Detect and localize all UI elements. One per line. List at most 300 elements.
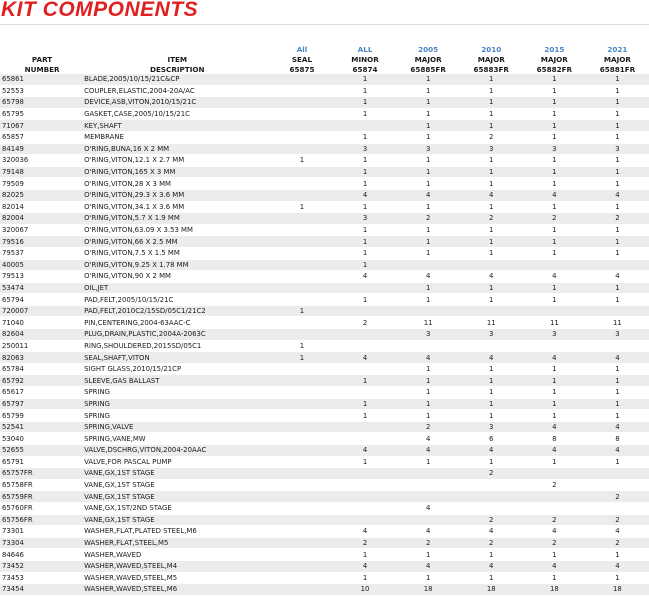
qty-2021-cell: 4 <box>586 421 649 433</box>
item-description-cell: O'RING,VITON,34.1 X 3.6 MM <box>82 201 270 213</box>
qty-minor-cell: 3 <box>334 213 397 225</box>
item-description-cell: O'RING,VITON,63.09 X 3.53 MM <box>82 224 270 236</box>
header-number: NUMBER <box>24 64 60 74</box>
item-description-cell: O'RING,BUNA,16 X 2 MM <box>82 143 270 155</box>
qty-2015-cell <box>523 468 586 480</box>
item-description-cell: WASHER,WAVED,STEEL,M4 <box>82 560 270 572</box>
qty-2010-cell <box>460 340 523 352</box>
qty-2021-cell: 1 <box>586 97 649 109</box>
table-row <box>0 526 649 538</box>
qty-2005-cell: 4 <box>397 526 460 538</box>
table-row <box>0 155 649 167</box>
qty-2015-cell: 3 <box>523 329 586 341</box>
qty-2010-cell: 1 <box>460 282 523 294</box>
item-description-cell: PLUG,DRAIN,PLASTIC,2004A-2063C <box>82 329 270 341</box>
qty-2015-cell: 1 <box>523 456 586 468</box>
qty-2005-cell: 1 <box>397 410 460 422</box>
table-row <box>0 560 649 572</box>
qty-minor-cell <box>334 305 397 317</box>
qty-2010-cell <box>460 305 523 317</box>
qty-minor-cell <box>334 329 397 341</box>
qty-2005-cell: 1 <box>397 387 460 399</box>
part-number-cell: 79148 <box>0 166 82 178</box>
table-row <box>0 375 649 387</box>
part-number-cell: 79516 <box>0 236 82 248</box>
qty-2021-cell: 4 <box>586 352 649 364</box>
qty-seal-cell: 1 <box>270 305 333 317</box>
header-cell-seal-all: All <box>296 44 308 54</box>
table-row <box>0 97 649 109</box>
qty-minor-cell: 1 <box>334 294 397 306</box>
table-row <box>0 166 649 178</box>
qty-2005-cell: 1 <box>397 572 460 584</box>
qty-2010-cell: 4 <box>460 271 523 283</box>
item-description-cell: RING,SHOULDERED,2015SD/05C1 <box>82 340 270 352</box>
item-description-cell: COUPLER,ELASTIC,2004-20A/AC <box>82 85 270 97</box>
qty-2005-cell: 18 <box>397 584 460 596</box>
part-number-cell: 73301 <box>0 526 82 538</box>
qty-2021-cell: 1 <box>586 375 649 387</box>
qty-2010-cell: 3 <box>460 143 523 155</box>
item-description-cell: VANE,GX,1ST STAGE <box>82 491 270 503</box>
qty-2005-cell: 1 <box>397 108 460 120</box>
item-description-cell: O'RING,VITON,90 X 2 MM <box>82 271 270 283</box>
item-description-cell: SEAL,SHAFT,VITON <box>82 352 270 364</box>
qty-2015-cell: 1 <box>523 224 586 236</box>
qty-2015-cell: 1 <box>523 294 586 306</box>
qty-minor-cell <box>334 340 397 352</box>
qty-2010-cell: 1 <box>460 456 523 468</box>
qty-2005-cell: 1 <box>397 155 460 167</box>
item-description-cell: O'RING,VITON,9.25 X 1.78 MM <box>82 259 270 271</box>
table-row <box>0 329 649 341</box>
table-row <box>0 491 649 503</box>
qty-seal-cell <box>270 375 333 387</box>
qty-seal-cell <box>270 502 333 514</box>
part-number-cell: 65795 <box>0 108 82 120</box>
qty-2015-cell <box>523 491 586 503</box>
qty-seal-cell <box>270 247 333 259</box>
qty-2010-cell: 2 <box>460 537 523 549</box>
qty-2021-cell: 2 <box>586 213 649 225</box>
table-row <box>0 74 649 85</box>
qty-2005-cell: 3 <box>397 143 460 155</box>
qty-2015-cell: 1 <box>523 85 586 97</box>
qty-2015-cell: 1 <box>523 282 586 294</box>
header-row-kit-numbers <box>0 64 649 74</box>
header-major-2005: MAJOR <box>414 54 442 64</box>
qty-2021-cell: 1 <box>586 387 649 399</box>
qty-seal-cell <box>270 74 333 85</box>
qty-minor-cell: 1 <box>334 456 397 468</box>
qty-minor-cell <box>334 491 397 503</box>
qty-2005-cell: 1 <box>397 120 460 132</box>
item-description-cell: O'RING,VITON,165 X 3 MM <box>82 166 270 178</box>
qty-2010-cell: 1 <box>460 363 523 375</box>
item-description-cell: VANE,GX,1ST/2ND STAGE <box>82 502 270 514</box>
qty-2005-cell: 1 <box>397 236 460 248</box>
qty-2021-cell: 2 <box>586 514 649 526</box>
item-description-cell: BLADE,2005/10/15/21C&CP <box>82 74 270 85</box>
qty-minor-cell <box>334 120 397 132</box>
qty-2021-cell: 3 <box>586 329 649 341</box>
qty-2021-cell: 1 <box>586 155 649 167</box>
qty-2015-cell: 1 <box>523 247 586 259</box>
qty-2021-cell <box>586 305 649 317</box>
qty-seal-cell <box>270 294 333 306</box>
part-number-cell: 53040 <box>0 433 82 445</box>
qty-2015-cell: 2 <box>523 213 586 225</box>
item-description-cell: WASHER,WAVED,STEEL,M5 <box>82 572 270 584</box>
qty-seal-cell <box>270 166 333 178</box>
qty-seal-cell <box>270 398 333 410</box>
table-row <box>0 398 649 410</box>
page-title: KIT COMPONENTS <box>1 0 199 21</box>
qty-2005-cell: 2 <box>397 537 460 549</box>
item-description-cell: KEY,SHAFT <box>82 120 270 132</box>
header-major-2010: MAJOR <box>477 54 505 64</box>
qty-2015-cell: 1 <box>523 387 586 399</box>
header-cell-2015: 2015 <box>544 44 565 54</box>
qty-2010-cell: 1 <box>460 387 523 399</box>
qty-2015-cell: 1 <box>523 108 586 120</box>
header-seal: SEAL <box>291 54 313 64</box>
qty-2015-cell: 2 <box>523 537 586 549</box>
qty-2005-cell: 1 <box>397 398 460 410</box>
header-description: DESCRIPTION <box>150 64 205 74</box>
table-row <box>0 224 649 236</box>
qty-minor-cell: 1 <box>334 131 397 143</box>
qty-seal-cell <box>270 363 333 375</box>
qty-2005-cell: 1 <box>397 131 460 143</box>
qty-minor-cell: 1 <box>334 85 397 97</box>
qty-minor-cell: 3 <box>334 143 397 155</box>
kit-components-table <box>0 44 649 596</box>
qty-2021-cell: 3 <box>586 143 649 155</box>
qty-2015-cell: 4 <box>523 526 586 538</box>
table-row <box>0 108 649 120</box>
qty-seal-cell <box>270 131 333 143</box>
table-row <box>0 317 649 329</box>
item-description-cell: O'RING,VITON,29.3 X 3.6 MM <box>82 189 270 201</box>
qty-2015-cell: 1 <box>523 74 586 85</box>
qty-2015-cell: 4 <box>523 352 586 364</box>
qty-2021-cell: 1 <box>586 410 649 422</box>
title-divider <box>0 24 649 25</box>
qty-2005-cell: 2 <box>397 421 460 433</box>
qty-2010-cell: 1 <box>460 74 523 85</box>
part-number-cell: 79537 <box>0 247 82 259</box>
qty-2010-cell: 1 <box>460 201 523 213</box>
part-number-cell: 40005 <box>0 259 82 271</box>
part-number-cell: 71040 <box>0 317 82 329</box>
table-row <box>0 236 649 248</box>
qty-2010-cell: 1 <box>460 155 523 167</box>
qty-2021-cell: 11 <box>586 317 649 329</box>
table-row <box>0 549 649 561</box>
table-row <box>0 85 649 97</box>
part-number-cell: 65617 <box>0 387 82 399</box>
qty-2021-cell: 1 <box>586 456 649 468</box>
qty-seal-cell <box>270 572 333 584</box>
qty-2021-cell: 1 <box>586 247 649 259</box>
table-row <box>0 294 649 306</box>
qty-2010-cell: 2 <box>460 514 523 526</box>
part-number-cell: 79509 <box>0 178 82 190</box>
qty-2015-cell: 1 <box>523 363 586 375</box>
qty-2010-cell: 1 <box>460 178 523 190</box>
table-row <box>0 352 649 364</box>
part-number-cell: 250011 <box>0 340 82 352</box>
qty-2010-cell: 1 <box>460 97 523 109</box>
qty-2015-cell: 1 <box>523 178 586 190</box>
table-row <box>0 456 649 468</box>
table-row <box>0 213 649 225</box>
qty-2021-cell: 1 <box>586 549 649 561</box>
table-row <box>0 120 649 132</box>
qty-seal-cell <box>270 410 333 422</box>
qty-seal-cell <box>270 178 333 190</box>
qty-2015-cell: 1 <box>523 120 586 132</box>
table-row <box>0 271 649 283</box>
qty-2005-cell: 1 <box>397 224 460 236</box>
qty-2015-cell: 1 <box>523 236 586 248</box>
qty-2021-cell: 2 <box>586 537 649 549</box>
qty-2005-cell <box>397 468 460 480</box>
qty-minor-cell <box>334 514 397 526</box>
qty-2015-cell: 8 <box>523 433 586 445</box>
qty-seal-cell <box>270 120 333 132</box>
qty-2010-cell: 6 <box>460 433 523 445</box>
qty-minor-cell: 1 <box>334 549 397 561</box>
qty-minor-cell: 1 <box>334 375 397 387</box>
qty-seal-cell: 1 <box>270 340 333 352</box>
qty-2010-cell: 1 <box>460 375 523 387</box>
header-kit-65883fr: 65883FR <box>473 64 509 74</box>
qty-seal-cell <box>270 456 333 468</box>
qty-2021-cell: 1 <box>586 236 649 248</box>
qty-2010-cell <box>460 259 523 271</box>
header-cell-2010: 2010 <box>481 44 502 54</box>
part-number-cell: 65792 <box>0 375 82 387</box>
qty-seal-cell <box>270 584 333 596</box>
qty-2010-cell: 1 <box>460 549 523 561</box>
part-number-cell: 65857 <box>0 131 82 143</box>
part-number-cell: 720007 <box>0 305 82 317</box>
table-row <box>0 387 649 399</box>
qty-2005-cell: 1 <box>397 456 460 468</box>
part-number-cell: 320067 <box>0 224 82 236</box>
part-number-cell: 65759FR <box>0 491 82 503</box>
table-row <box>0 363 649 375</box>
table-row <box>0 189 649 201</box>
qty-seal-cell <box>270 85 333 97</box>
qty-2021-cell: 1 <box>586 85 649 97</box>
qty-seal-cell <box>270 317 333 329</box>
qty-minor-cell: 1 <box>334 224 397 236</box>
part-number-cell: 73452 <box>0 560 82 572</box>
item-description-cell: VALVE,FOR PASCAL PUMP <box>82 456 270 468</box>
header-kit-65875: 65875 <box>289 64 315 74</box>
item-description-cell: SLEEVE,GAS BALLAST <box>82 375 270 387</box>
qty-2010-cell: 1 <box>460 572 523 584</box>
table-row <box>0 584 649 596</box>
qty-seal-cell <box>270 549 333 561</box>
qty-2021-cell <box>586 502 649 514</box>
qty-seal-cell <box>270 259 333 271</box>
qty-2005-cell: 1 <box>397 549 460 561</box>
qty-2005-cell: 11 <box>397 317 460 329</box>
qty-2021-cell: 1 <box>586 166 649 178</box>
qty-2010-cell: 2 <box>460 213 523 225</box>
qty-2015-cell: 1 <box>523 572 586 584</box>
qty-seal-cell <box>270 526 333 538</box>
qty-2021-cell <box>586 479 649 491</box>
qty-seal-cell <box>270 189 333 201</box>
qty-2005-cell: 1 <box>397 282 460 294</box>
table-row <box>0 131 649 143</box>
qty-minor-cell <box>334 502 397 514</box>
qty-seal-cell: 1 <box>270 201 333 213</box>
qty-minor-cell <box>334 387 397 399</box>
part-number-cell: 84149 <box>0 143 82 155</box>
part-number-cell: 65760FR <box>0 502 82 514</box>
item-description-cell: O'RING,VITON,66 X 2.5 MM <box>82 236 270 248</box>
item-description-cell: VALVE,DSCHRG,VITON,2004-20AAC <box>82 445 270 457</box>
qty-2015-cell: 1 <box>523 398 586 410</box>
part-number-cell: 65758FR <box>0 479 82 491</box>
qty-seal-cell <box>270 213 333 225</box>
item-description-cell: DEVICE,ASB,VITON,2010/15/21C <box>82 97 270 109</box>
qty-2021-cell: 1 <box>586 131 649 143</box>
qty-minor-cell: 1 <box>334 108 397 120</box>
qty-minor-cell <box>334 282 397 294</box>
qty-2005-cell: 1 <box>397 201 460 213</box>
item-description-cell: WASHER,WAVED,STEEL,M6 <box>82 584 270 596</box>
qty-2021-cell: 4 <box>586 445 649 457</box>
item-description-cell: PIN,CENTERING,2004-63AAC-C <box>82 317 270 329</box>
part-number-cell: 53474 <box>0 282 82 294</box>
qty-2010-cell: 1 <box>460 247 523 259</box>
qty-2005-cell: 2 <box>397 213 460 225</box>
part-number-cell: 71067 <box>0 120 82 132</box>
qty-2021-cell: 1 <box>586 282 649 294</box>
qty-2015-cell: 4 <box>523 560 586 572</box>
qty-minor-cell: 1 <box>334 74 397 85</box>
qty-2015-cell: 2 <box>523 479 586 491</box>
part-number-cell: 84646 <box>0 549 82 561</box>
header-cell-2005: 2005 <box>418 44 439 54</box>
item-description-cell: MEMBRANE <box>82 131 270 143</box>
qty-2005-cell <box>397 491 460 503</box>
qty-minor-cell <box>334 363 397 375</box>
qty-2015-cell <box>523 502 586 514</box>
qty-2005-cell <box>397 479 460 491</box>
table-row <box>0 178 649 190</box>
qty-2021-cell: 4 <box>586 526 649 538</box>
part-number-cell: 65757FR <box>0 468 82 480</box>
qty-minor-cell: 1 <box>334 97 397 109</box>
header-cell-minor-all: ALL <box>357 44 373 54</box>
item-description-cell: WASHER,WAVED <box>82 549 270 561</box>
qty-minor-cell: 10 <box>334 584 397 596</box>
part-number-cell: 65799 <box>0 410 82 422</box>
qty-2005-cell: 1 <box>397 166 460 178</box>
qty-2010-cell <box>460 502 523 514</box>
qty-2010-cell: 4 <box>460 526 523 538</box>
qty-seal-cell <box>270 468 333 480</box>
qty-2015-cell: 2 <box>523 514 586 526</box>
part-number-cell: 320036 <box>0 155 82 167</box>
part-number-cell: 82004 <box>0 213 82 225</box>
table-row <box>0 305 649 317</box>
qty-minor-cell: 4 <box>334 189 397 201</box>
qty-minor-cell: 4 <box>334 271 397 283</box>
qty-seal-cell <box>270 143 333 155</box>
qty-2005-cell: 4 <box>397 445 460 457</box>
qty-minor-cell: 1 <box>334 572 397 584</box>
header-major-2021: MAJOR <box>603 54 631 64</box>
header-row-kit-types <box>0 54 649 64</box>
qty-2021-cell: 1 <box>586 201 649 213</box>
part-number-cell: 52553 <box>0 85 82 97</box>
qty-2015-cell: 11 <box>523 317 586 329</box>
qty-seal-cell <box>270 224 333 236</box>
item-description-cell: PAD,FELT,2005/10/15/21C <box>82 294 270 306</box>
header-major-2015: MAJOR <box>540 54 568 64</box>
qty-seal-cell <box>270 479 333 491</box>
part-number-cell: 65791 <box>0 456 82 468</box>
qty-2021-cell: 1 <box>586 363 649 375</box>
qty-2010-cell: 3 <box>460 421 523 433</box>
qty-seal-cell <box>270 97 333 109</box>
qty-seal-cell <box>270 236 333 248</box>
qty-2005-cell <box>397 305 460 317</box>
qty-2021-cell: 1 <box>586 108 649 120</box>
header-row-kit-years <box>0 44 649 54</box>
qty-minor-cell: 4 <box>334 445 397 457</box>
part-number-cell: 82604 <box>0 329 82 341</box>
table-row <box>0 537 649 549</box>
table-row <box>0 421 649 433</box>
qty-2010-cell: 1 <box>460 224 523 236</box>
qty-2005-cell: 4 <box>397 560 460 572</box>
qty-minor-cell: 1 <box>334 247 397 259</box>
qty-2010-cell: 4 <box>460 445 523 457</box>
part-number-cell: 73304 <box>0 537 82 549</box>
qty-2015-cell: 1 <box>523 166 586 178</box>
qty-2015-cell: 18 <box>523 584 586 596</box>
item-description-cell: SPRING,VALVE <box>82 421 270 433</box>
qty-2005-cell: 4 <box>397 433 460 445</box>
qty-minor-cell <box>334 421 397 433</box>
qty-minor-cell <box>334 479 397 491</box>
qty-2021-cell: 4 <box>586 189 649 201</box>
part-number-cell: 52655 <box>0 445 82 457</box>
item-description-cell: VANE,GX,1ST STAGE <box>82 514 270 526</box>
qty-2010-cell: 11 <box>460 317 523 329</box>
qty-minor-cell: 1 <box>334 236 397 248</box>
item-description-cell: WASHER,FLAT,PLATED STEEL,M6 <box>82 526 270 538</box>
qty-2021-cell: 1 <box>586 120 649 132</box>
qty-seal-cell <box>270 329 333 341</box>
qty-minor-cell: 4 <box>334 560 397 572</box>
qty-2015-cell: 4 <box>523 421 586 433</box>
qty-2021-cell: 2 <box>586 491 649 503</box>
qty-seal-cell <box>270 282 333 294</box>
qty-minor-cell <box>334 468 397 480</box>
table-row <box>0 259 649 271</box>
